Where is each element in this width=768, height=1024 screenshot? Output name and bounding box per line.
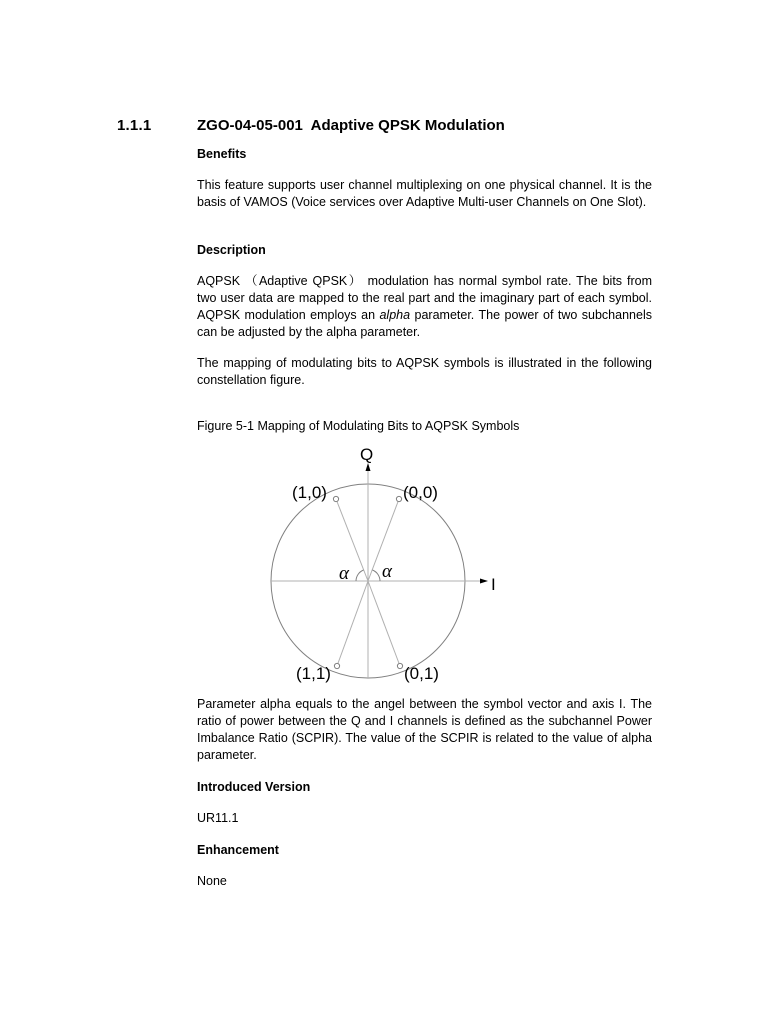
symbol-point-top-right <box>396 496 401 501</box>
benefits-paragraph: This feature supports user channel multiplexing on one physical channel. It is the basis of VAMOS (Voice services over Adaptive Multi-user Channels on One Slot). <box>197 178 652 209</box>
point-label-bottom-right: (0,1) <box>404 664 439 683</box>
figure-caption: Figure 5-1 Mapping of Modulating Bits to AQPSK Symbols <box>197 419 520 433</box>
introduced-version-value: UR11.1 <box>197 811 239 825</box>
description-paragraph <box>197 273 652 341</box>
section-number: 1.1.1 <box>117 117 152 134</box>
vector-bottom-right <box>368 581 400 666</box>
alpha-label-right: α <box>382 561 392 582</box>
introduced-version-heading: Introduced Version <box>197 780 311 794</box>
alpha-arc-left <box>356 570 364 581</box>
q-axis-arrow <box>366 463 371 471</box>
enhancement-value: None <box>197 874 227 888</box>
description-text-part1: AQPSK （Adaptive QPSK） modulation has normal symbol rate. The bits from two user data are mapped to the real part and the imaginary part of each symbol. AQPSK modulation employs an <box>197 274 652 322</box>
aqpsk-constellation-diagram <box>255 440 515 690</box>
point-label-bottom-left: (1,1) <box>296 664 331 683</box>
point-label-top-right: (0,0) <box>403 483 438 502</box>
alpha-arc-right <box>373 570 381 581</box>
vector-bottom-left <box>337 581 368 666</box>
symbol-point-bottom-left <box>334 663 339 668</box>
benefits-heading: Benefits <box>197 147 247 161</box>
description-heading: Description <box>197 243 266 257</box>
mapping-paragraph: The mapping of modulating bits to AQPSK symbols is illustrated in the following constellation figure. <box>197 356 652 387</box>
symbol-point-top-left <box>333 496 338 501</box>
i-axis-arrow <box>480 579 488 584</box>
i-axis-label: I <box>491 575 496 594</box>
symbol-point-bottom-right <box>397 663 402 668</box>
alpha-label-left: α <box>339 563 349 584</box>
q-axis-label: Q <box>360 445 374 464</box>
parameter-paragraph: Parameter alpha equals to the angel between the symbol vector and axis I. The ratio of power between the Q and I channels is defined as the subchannel Power Imbalance Ratio (SCPIR). The value of the SCPIR is related to the value of alpha parameter. <box>197 697 652 762</box>
alpha-emphasis: alpha <box>379 308 411 322</box>
enhancement-heading: Enhancement <box>197 843 279 857</box>
description-text-part2: parameter. The power of two subchannels can be adjusted by the alpha parameter. <box>197 308 652 339</box>
section-title: ZGO-04-05-001 Adaptive QPSK Modulation <box>197 117 505 134</box>
point-label-top-left: (1,0) <box>292 483 327 502</box>
